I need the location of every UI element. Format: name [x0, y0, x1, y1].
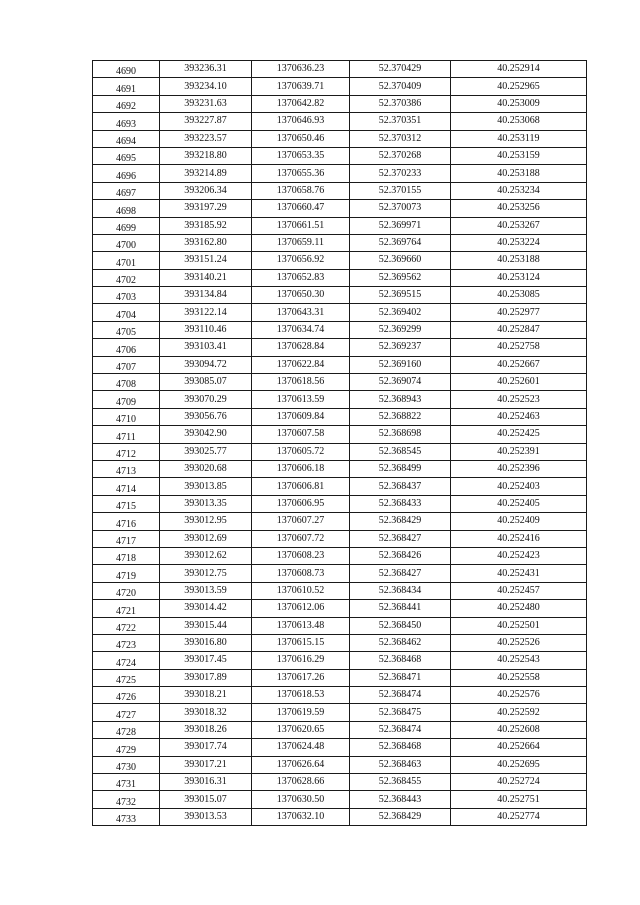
longitude-cell: 40.252457 [451, 582, 587, 599]
x-coordinate-cell: 393025.77 [160, 443, 252, 460]
point-number-cell: 4716 [93, 513, 160, 530]
point-number-cell: 4720 [93, 582, 160, 599]
x-coordinate-cell: 393185.92 [160, 217, 252, 234]
longitude-cell: 40.253256 [451, 200, 587, 217]
latitude-cell: 52.370073 [350, 200, 451, 217]
coordinates-table-body [93, 61, 587, 826]
latitude-cell: 52.369237 [350, 339, 451, 356]
y-coordinate-cell: 1370624.48 [252, 739, 350, 756]
longitude-cell: 40.252847 [451, 321, 587, 338]
latitude-cell: 52.370409 [350, 78, 451, 95]
latitude-cell: 52.369660 [350, 252, 451, 269]
y-coordinate-cell: 1370639.71 [252, 78, 350, 95]
longitude-cell: 40.252431 [451, 565, 587, 582]
table-row [93, 756, 587, 773]
longitude-cell: 40.252558 [451, 669, 587, 686]
y-coordinate-cell: 1370656.92 [252, 252, 350, 269]
table-row [93, 61, 587, 78]
longitude-cell: 40.252576 [451, 687, 587, 704]
y-coordinate-cell: 1370612.06 [252, 600, 350, 617]
latitude-cell: 52.369299 [350, 321, 451, 338]
table-row [93, 374, 587, 391]
longitude-cell: 40.252751 [451, 791, 587, 808]
point-number-cell: 4703 [93, 287, 160, 304]
latitude-cell: 52.370351 [350, 113, 451, 130]
point-number-cell: 4701 [93, 252, 160, 269]
point-number-cell: 4719 [93, 565, 160, 582]
table-row [93, 269, 587, 286]
table-row [93, 78, 587, 95]
longitude-cell: 40.252463 [451, 408, 587, 425]
x-coordinate-cell: 393013.53 [160, 808, 252, 825]
table-row [93, 460, 587, 477]
x-coordinate-cell: 393236.31 [160, 61, 252, 78]
x-coordinate-cell: 393151.24 [160, 252, 252, 269]
table-row [93, 147, 587, 164]
latitude-cell: 52.369764 [350, 234, 451, 251]
latitude-cell: 52.370386 [350, 95, 451, 112]
table-row [93, 687, 587, 704]
x-coordinate-cell: 393013.59 [160, 582, 252, 599]
table-row [93, 182, 587, 199]
longitude-cell: 40.252695 [451, 756, 587, 773]
x-coordinate-cell: 393018.26 [160, 721, 252, 738]
latitude-cell: 52.368545 [350, 443, 451, 460]
x-coordinate-cell: 393018.21 [160, 687, 252, 704]
x-coordinate-cell: 393020.68 [160, 460, 252, 477]
y-coordinate-cell: 1370650.30 [252, 287, 350, 304]
x-coordinate-cell: 393017.21 [160, 756, 252, 773]
point-number-cell: 4732 [93, 791, 160, 808]
y-coordinate-cell: 1370658.76 [252, 182, 350, 199]
latitude-cell: 52.368427 [350, 565, 451, 582]
table-row [93, 669, 587, 686]
latitude-cell: 52.368429 [350, 513, 451, 530]
latitude-cell: 52.368434 [350, 582, 451, 599]
y-coordinate-cell: 1370613.48 [252, 617, 350, 634]
longitude-cell: 40.252480 [451, 600, 587, 617]
longitude-cell: 40.252523 [451, 391, 587, 408]
table-row [93, 547, 587, 564]
table-row [93, 565, 587, 582]
x-coordinate-cell: 393012.69 [160, 530, 252, 547]
point-number-cell: 4730 [93, 756, 160, 773]
point-number-cell: 4724 [93, 652, 160, 669]
x-coordinate-cell: 393231.63 [160, 95, 252, 112]
table-row [93, 774, 587, 791]
latitude-cell: 52.368698 [350, 426, 451, 443]
point-number-cell: 4697 [93, 182, 160, 199]
table-row [93, 808, 587, 825]
longitude-cell: 40.253267 [451, 217, 587, 234]
table-row [93, 739, 587, 756]
x-coordinate-cell: 393017.89 [160, 669, 252, 686]
latitude-cell: 52.369971 [350, 217, 451, 234]
latitude-cell: 52.369515 [350, 287, 451, 304]
longitude-cell: 40.253188 [451, 252, 587, 269]
y-coordinate-cell: 1370610.52 [252, 582, 350, 599]
table-row [93, 704, 587, 721]
x-coordinate-cell: 393017.45 [160, 652, 252, 669]
point-number-cell: 4727 [93, 704, 160, 721]
y-coordinate-cell: 1370609.84 [252, 408, 350, 425]
y-coordinate-cell: 1370616.29 [252, 652, 350, 669]
y-coordinate-cell: 1370642.82 [252, 95, 350, 112]
point-number-cell: 4733 [93, 808, 160, 825]
x-coordinate-cell: 393206.34 [160, 182, 252, 199]
point-number-cell: 4696 [93, 165, 160, 182]
x-coordinate-cell: 393013.85 [160, 478, 252, 495]
latitude-cell: 52.368426 [350, 547, 451, 564]
coordinates-table [92, 60, 587, 826]
latitude-cell: 52.370429 [350, 61, 451, 78]
latitude-cell: 52.368441 [350, 600, 451, 617]
y-coordinate-cell: 1370613.59 [252, 391, 350, 408]
latitude-cell: 52.368468 [350, 739, 451, 756]
y-coordinate-cell: 1370628.66 [252, 774, 350, 791]
x-coordinate-cell: 393015.44 [160, 617, 252, 634]
point-number-cell: 4705 [93, 321, 160, 338]
latitude-cell: 52.370155 [350, 182, 451, 199]
longitude-cell: 40.253009 [451, 95, 587, 112]
point-number-cell: 4692 [93, 95, 160, 112]
table-row [93, 721, 587, 738]
table-row [93, 217, 587, 234]
y-coordinate-cell: 1370606.95 [252, 495, 350, 512]
point-number-cell: 4731 [93, 774, 160, 791]
x-coordinate-cell: 393214.89 [160, 165, 252, 182]
longitude-cell: 40.252667 [451, 356, 587, 373]
x-coordinate-cell: 393042.90 [160, 426, 252, 443]
y-coordinate-cell: 1370655.36 [252, 165, 350, 182]
x-coordinate-cell: 393012.95 [160, 513, 252, 530]
longitude-cell: 40.252501 [451, 617, 587, 634]
latitude-cell: 52.368443 [350, 791, 451, 808]
x-coordinate-cell: 393085.07 [160, 374, 252, 391]
table-row [93, 495, 587, 512]
latitude-cell: 52.368450 [350, 617, 451, 634]
latitude-cell: 52.368474 [350, 721, 451, 738]
x-coordinate-cell: 393013.35 [160, 495, 252, 512]
latitude-cell: 52.369562 [350, 269, 451, 286]
point-number-cell: 4694 [93, 130, 160, 147]
x-coordinate-cell: 393140.21 [160, 269, 252, 286]
table-row [93, 252, 587, 269]
y-coordinate-cell: 1370628.84 [252, 339, 350, 356]
table-row [93, 321, 587, 338]
y-coordinate-cell: 1370660.47 [252, 200, 350, 217]
table-row [93, 582, 587, 599]
table-row [93, 617, 587, 634]
point-number-cell: 4698 [93, 200, 160, 217]
table-row [93, 391, 587, 408]
table-row [93, 304, 587, 321]
latitude-cell: 52.368455 [350, 774, 451, 791]
y-coordinate-cell: 1370661.51 [252, 217, 350, 234]
x-coordinate-cell: 393223.57 [160, 130, 252, 147]
latitude-cell: 52.369402 [350, 304, 451, 321]
y-coordinate-cell: 1370652.83 [252, 269, 350, 286]
point-number-cell: 4695 [93, 147, 160, 164]
point-number-cell: 4706 [93, 339, 160, 356]
longitude-cell: 40.253068 [451, 113, 587, 130]
x-coordinate-cell: 393016.80 [160, 634, 252, 651]
x-coordinate-cell: 393122.14 [160, 304, 252, 321]
longitude-cell: 40.253188 [451, 165, 587, 182]
table-row [93, 165, 587, 182]
latitude-cell: 52.368429 [350, 808, 451, 825]
longitude-cell: 40.252774 [451, 808, 587, 825]
x-coordinate-cell: 393018.32 [160, 704, 252, 721]
y-coordinate-cell: 1370606.81 [252, 478, 350, 495]
y-coordinate-cell: 1370630.50 [252, 791, 350, 808]
x-coordinate-cell: 393016.31 [160, 774, 252, 791]
x-coordinate-cell: 393056.76 [160, 408, 252, 425]
y-coordinate-cell: 1370607.58 [252, 426, 350, 443]
y-coordinate-cell: 1370650.46 [252, 130, 350, 147]
point-number-cell: 4717 [93, 530, 160, 547]
x-coordinate-cell: 393110.46 [160, 321, 252, 338]
table-row [93, 130, 587, 147]
y-coordinate-cell: 1370622.84 [252, 356, 350, 373]
longitude-cell: 40.253159 [451, 147, 587, 164]
point-number-cell: 4702 [93, 269, 160, 286]
longitude-cell: 40.253224 [451, 234, 587, 251]
point-number-cell: 4721 [93, 600, 160, 617]
longitude-cell: 40.252425 [451, 426, 587, 443]
table-row [93, 408, 587, 425]
latitude-cell: 52.368462 [350, 634, 451, 651]
y-coordinate-cell: 1370634.74 [252, 321, 350, 338]
longitude-cell: 40.252965 [451, 78, 587, 95]
y-coordinate-cell: 1370619.59 [252, 704, 350, 721]
y-coordinate-cell: 1370618.56 [252, 374, 350, 391]
x-coordinate-cell: 393197.29 [160, 200, 252, 217]
latitude-cell: 52.370312 [350, 130, 451, 147]
latitude-cell: 52.370233 [350, 165, 451, 182]
longitude-cell: 40.253234 [451, 182, 587, 199]
longitude-cell: 40.252758 [451, 339, 587, 356]
y-coordinate-cell: 1370607.27 [252, 513, 350, 530]
longitude-cell: 40.252403 [451, 478, 587, 495]
y-coordinate-cell: 1370605.72 [252, 443, 350, 460]
latitude-cell: 52.369160 [350, 356, 451, 373]
latitude-cell: 52.368822 [350, 408, 451, 425]
latitude-cell: 52.368437 [350, 478, 451, 495]
table-row [93, 200, 587, 217]
latitude-cell: 52.368427 [350, 530, 451, 547]
point-number-cell: 4722 [93, 617, 160, 634]
longitude-cell: 40.252526 [451, 634, 587, 651]
point-number-cell: 4713 [93, 460, 160, 477]
x-coordinate-cell: 393227.87 [160, 113, 252, 130]
x-coordinate-cell: 393012.62 [160, 547, 252, 564]
table-row [93, 339, 587, 356]
y-coordinate-cell: 1370615.15 [252, 634, 350, 651]
y-coordinate-cell: 1370618.53 [252, 687, 350, 704]
table-row [93, 287, 587, 304]
latitude-cell: 52.368499 [350, 460, 451, 477]
longitude-cell: 40.252664 [451, 739, 587, 756]
point-number-cell: 4714 [93, 478, 160, 495]
table-row [93, 600, 587, 617]
table-row [93, 513, 587, 530]
point-number-cell: 4699 [93, 217, 160, 234]
point-number-cell: 4708 [93, 374, 160, 391]
x-coordinate-cell: 393162.80 [160, 234, 252, 251]
point-number-cell: 4712 [93, 443, 160, 460]
longitude-cell: 40.252608 [451, 721, 587, 738]
x-coordinate-cell: 393014.42 [160, 600, 252, 617]
point-number-cell: 4707 [93, 356, 160, 373]
longitude-cell: 40.253124 [451, 269, 587, 286]
latitude-cell: 52.368475 [350, 704, 451, 721]
point-number-cell: 4710 [93, 408, 160, 425]
table-row [93, 426, 587, 443]
longitude-cell: 40.252914 [451, 61, 587, 78]
x-coordinate-cell: 393234.10 [160, 78, 252, 95]
latitude-cell: 52.368474 [350, 687, 451, 704]
y-coordinate-cell: 1370608.23 [252, 547, 350, 564]
y-coordinate-cell: 1370606.18 [252, 460, 350, 477]
point-number-cell: 4700 [93, 234, 160, 251]
x-coordinate-cell: 393218.80 [160, 147, 252, 164]
table-row [93, 443, 587, 460]
point-number-cell: 4725 [93, 669, 160, 686]
y-coordinate-cell: 1370620.65 [252, 721, 350, 738]
x-coordinate-cell: 393015.07 [160, 791, 252, 808]
point-number-cell: 4704 [93, 304, 160, 321]
table-row [93, 530, 587, 547]
longitude-cell: 40.252423 [451, 547, 587, 564]
latitude-cell: 52.368468 [350, 652, 451, 669]
x-coordinate-cell: 393012.75 [160, 565, 252, 582]
table-row [93, 791, 587, 808]
point-number-cell: 4723 [93, 634, 160, 651]
point-number-cell: 4711 [93, 426, 160, 443]
table-row [93, 652, 587, 669]
point-number-cell: 4693 [93, 113, 160, 130]
latitude-cell: 52.368463 [350, 756, 451, 773]
longitude-cell: 40.252416 [451, 530, 587, 547]
table-row [93, 234, 587, 251]
y-coordinate-cell: 1370646.93 [252, 113, 350, 130]
point-number-cell: 4726 [93, 687, 160, 704]
x-coordinate-cell: 393103.41 [160, 339, 252, 356]
y-coordinate-cell: 1370632.10 [252, 808, 350, 825]
longitude-cell: 40.253085 [451, 287, 587, 304]
table-row [93, 478, 587, 495]
x-coordinate-cell: 393134.84 [160, 287, 252, 304]
longitude-cell: 40.252391 [451, 443, 587, 460]
y-coordinate-cell: 1370607.72 [252, 530, 350, 547]
longitude-cell: 40.252601 [451, 374, 587, 391]
latitude-cell: 52.369074 [350, 374, 451, 391]
y-coordinate-cell: 1370636.23 [252, 61, 350, 78]
y-coordinate-cell: 1370617.26 [252, 669, 350, 686]
y-coordinate-cell: 1370608.73 [252, 565, 350, 582]
table-row [93, 356, 587, 373]
point-number-cell: 4709 [93, 391, 160, 408]
longitude-cell: 40.252543 [451, 652, 587, 669]
y-coordinate-cell: 1370626.64 [252, 756, 350, 773]
latitude-cell: 52.368471 [350, 669, 451, 686]
point-number-cell: 4691 [93, 78, 160, 95]
point-number-cell: 4690 [93, 61, 160, 78]
y-coordinate-cell: 1370653.35 [252, 147, 350, 164]
longitude-cell: 40.252409 [451, 513, 587, 530]
latitude-cell: 52.370268 [350, 147, 451, 164]
x-coordinate-cell: 393017.74 [160, 739, 252, 756]
table-row [93, 634, 587, 651]
x-coordinate-cell: 393070.29 [160, 391, 252, 408]
point-number-cell: 4718 [93, 547, 160, 564]
point-number-cell: 4728 [93, 721, 160, 738]
point-number-cell: 4729 [93, 739, 160, 756]
longitude-cell: 40.252592 [451, 704, 587, 721]
table-row [93, 113, 587, 130]
longitude-cell: 40.252724 [451, 774, 587, 791]
longitude-cell: 40.253119 [451, 130, 587, 147]
longitude-cell: 40.252977 [451, 304, 587, 321]
longitude-cell: 40.252405 [451, 495, 587, 512]
latitude-cell: 52.368433 [350, 495, 451, 512]
y-coordinate-cell: 1370643.31 [252, 304, 350, 321]
y-coordinate-cell: 1370659.11 [252, 234, 350, 251]
longitude-cell: 40.252396 [451, 460, 587, 477]
x-coordinate-cell: 393094.72 [160, 356, 252, 373]
point-number-cell: 4715 [93, 495, 160, 512]
latitude-cell: 52.368943 [350, 391, 451, 408]
table-row [93, 95, 587, 112]
